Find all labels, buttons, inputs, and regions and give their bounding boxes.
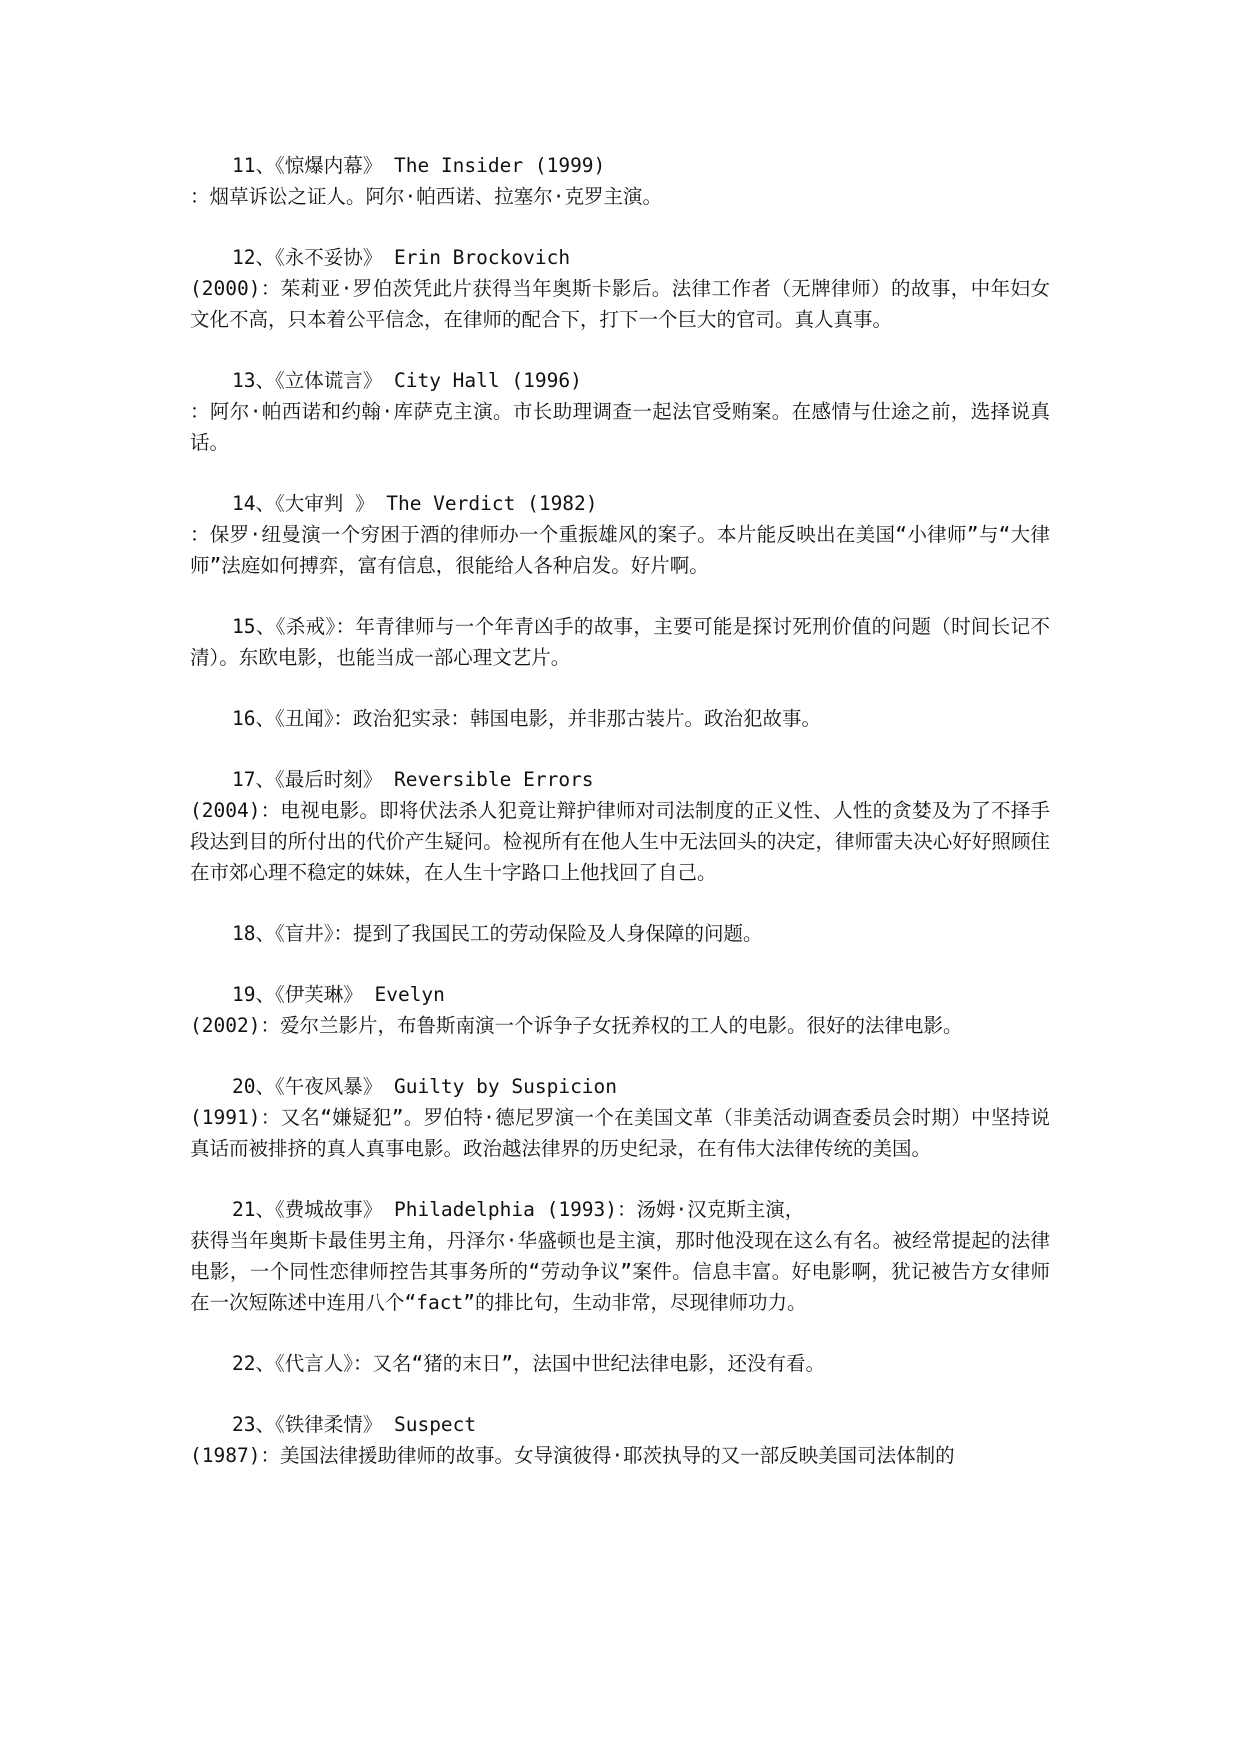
film-entry-23 <box>190 1409 1050 1471</box>
film-paragraph: 22、《代言人》：又名“猪的末日”，法国中世纪法律电影，还没有看。 <box>232 1352 825 1375</box>
film-paragraph: 16、《丑闻》：政治犯实录：韩国电影，并非那古装片。政治犯故事。 <box>232 707 821 730</box>
film-entry-13 <box>190 365 1050 458</box>
film-entry-17 <box>190 764 1050 888</box>
film-title: 11、《惊爆内幕》 The Insider (1999) <box>232 154 606 177</box>
film-entry-14 <box>190 488 1050 581</box>
film-title: 13、《立体谎言》 City Hall (1996) <box>232 369 582 392</box>
film-entry-16 <box>190 703 1050 734</box>
film-description: ：烟草诉讼之证人。阿尔·帕西诺、拉塞尔·克罗主演。 <box>190 185 662 208</box>
film-entry-11 <box>190 150 1050 212</box>
film-entry-22 <box>190 1348 1050 1379</box>
film-entry-15 <box>190 611 1050 673</box>
film-entry-19 <box>190 979 1050 1041</box>
film-title: 23、《铁律柔情》 Suspect <box>232 1413 477 1436</box>
film-title: 14、《大审判 》 The Verdict (1982) <box>232 492 598 515</box>
film-entry-21 <box>190 1194 1050 1318</box>
film-description: ：保罗·纽曼演一个穷困于酒的律师办一个重振雄风的案子。本片能反映出在美国“小律师”与“大律师”法庭如何搏弈，富有信息，很能给人各种启发。好片啊。 <box>190 523 1050 577</box>
film-description: (2000)：茱莉亚·罗伯茨凭此片获得当年奥斯卡影后。法律工作者（无牌律师）的故事，中年妇女文化不高，只本着公平信念，在律师的配合下，打下一个巨大的官司。真人真事。 <box>190 277 1050 331</box>
film-description: (1987)：美国法律援助律师的故事。女导演彼得·耶茨执导的又一部反映美国司法体制的 <box>190 1444 955 1467</box>
film-paragraph: 18、《盲井》：提到了我国民工的劳动保险及人身保障的问题。 <box>232 922 763 945</box>
film-title: 12、《永不妥协》 Erin Brockovich <box>232 246 571 269</box>
film-title: 19、《伊芙琳》 Evelyn <box>232 983 445 1006</box>
film-title: 21、《费城故事》 Philadelphia (1993)：汤姆·汉克斯主演， <box>232 1198 805 1221</box>
film-description: 获得当年奥斯卡最佳男主角，丹泽尔·华盛顿也是主演，那时他没现在这么有名。被经常提起的法律电影，一个同性恋律师控告其事务所的“劳动争议”案件。信息丰富。好电影啊，犹记被告方女律师在一次短陈述中连用八个“fact”的排比句，生动非常，尽现律师功力。 <box>190 1229 1050 1314</box>
film-description: (1991)：又名“嫌疑犯”。罗伯特·德尼罗演一个在美国文革（非美活动调查委员会时期）中坚持说真话而被排挤的真人真事电影。政治越法律界的历史纪录，在有伟大法律传统的美国。 <box>190 1106 1050 1160</box>
film-description: (2004)：电视电影。即将伏法杀人犯竟让辩护律师对司法制度的正义性、人性的贪婪及为了不择手段达到目的所付出的代价产生疑问。检视所有在他人生中无法回头的决定，律师雷夫决心好好照顾住在市郊心理不稳定的妹妹，在人生十字路口上他找回了自己。 <box>190 799 1050 884</box>
film-list <box>190 150 1050 1501</box>
film-description: ：阿尔·帕西诺和约翰·库萨克主演。市长助理调查一起法官受贿案。在感情与仕途之前，选择说真话。 <box>190 400 1050 454</box>
film-entry-20 <box>190 1071 1050 1164</box>
film-paragraph: 15、《杀戒》：年青律师与一个年青凶手的故事，主要可能是探讨死刑价值的问题（时间长记不清）。东欧电影，也能当成一部心理文艺片。 <box>190 615 1050 669</box>
film-entry-18 <box>190 918 1050 949</box>
film-title: 20、《午夜风暴》 Guilty by Suspicion <box>232 1075 618 1098</box>
film-entry-12 <box>190 242 1050 335</box>
film-title: 17、《最后时刻》 Reversible Errors <box>232 768 594 791</box>
film-description: (2002)：爱尔兰影片，布鲁斯南演一个诉争子女抚养权的工人的电影。很好的法律电影。 <box>190 1014 963 1037</box>
